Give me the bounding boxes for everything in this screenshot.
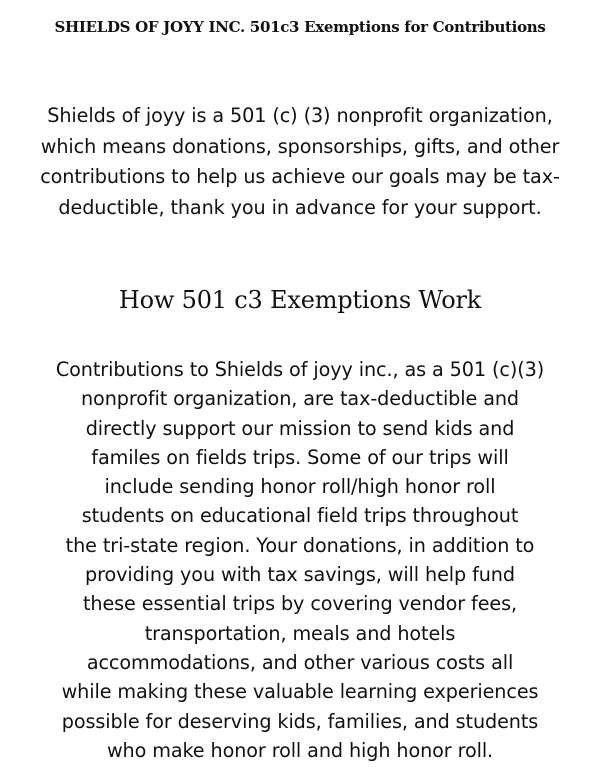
body-line: nonprofit organization, are tax-deductible and (81, 387, 519, 411)
body-line: directly support our mission to send kids and (85, 416, 515, 440)
body-line: transportation, meals and hotels (144, 621, 456, 645)
body-line: accommodations, and other various costs all (86, 650, 514, 674)
intro-paragraph (0, 101, 600, 223)
body-line: while making these valuable learning experiences (61, 680, 539, 704)
body-line: providing you with tax savings, will help fund (85, 563, 515, 587)
section-body-paragraph (0, 355, 600, 765)
body-line: familes on fields trips. Some of our trips will (91, 445, 509, 469)
intro-line: contributions to help us achieve our goals may be tax- (40, 165, 560, 188)
intro-line: which means donations, sponsorships, gifts, and other (40, 134, 560, 158)
body-line: include sending honor roll/high honor roll (104, 475, 496, 499)
intro-line: Shields of joyy is a 501 (c) (3) nonprofit organization, (47, 104, 553, 127)
body-line: who make honor roll and high honor roll. (106, 738, 494, 762)
body-line: students on educational field trips throughout (81, 504, 519, 528)
body-line: these essential trips by covering vendor fees, (82, 592, 518, 616)
page-title: SHIELDS OF JOYY INC. 501c3 Exemptions for Contributions (54, 18, 546, 36)
body-line: Contributions to Shields of joyy inc., as a 501 (c)(3) (55, 358, 545, 381)
body-line: possible for deserving kids, families, and students (61, 709, 539, 733)
section-heading: How 501 c3 Exemptions Work (118, 286, 482, 314)
intro-line: deductible, thank you in advance for your support. (58, 195, 542, 219)
body-line: the tri-state region. Your donations, in addition to (65, 533, 535, 557)
